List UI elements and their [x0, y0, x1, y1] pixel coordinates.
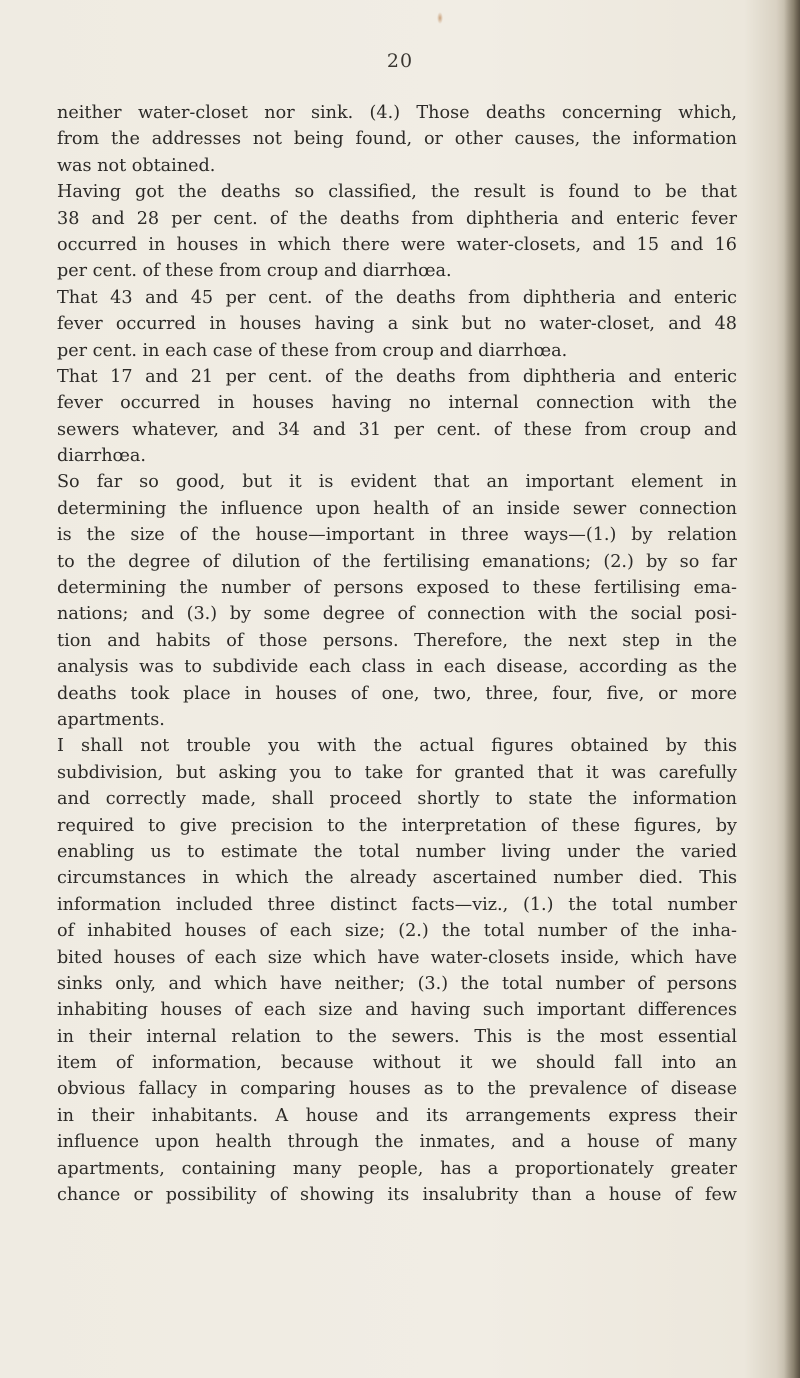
text-line: obvious fallacy in comparing houses as to the prevalence of disease: [57, 1079, 737, 1100]
text-line: analysis was to subdivide each class in each disease, according as the: [57, 657, 737, 678]
text-line: occurred in houses in which there were water-closets, and 15 and 16: [57, 234, 737, 255]
text-line: information included three distinct facts—viz., (1.) the total number: [57, 894, 737, 915]
text-line: per cent. in each case of these from croup and diarrhœa.: [57, 340, 568, 361]
text-line: influence upon health through the inmates, and a house of many: [57, 1132, 737, 1153]
text-line: inhabiting houses of each size and having such important differences: [57, 1000, 737, 1021]
text-line: sewers whatever, and 34 and 31 per cent. of these from croup and: [57, 419, 737, 440]
text-line: of inhabited houses of each size; (2.) the total number of the inha-: [57, 921, 737, 942]
text-line: determining the number of persons exposed to these fertilising ema-: [57, 578, 737, 599]
text-line: and correctly made, shall proceed shortly to state the information: [57, 789, 737, 810]
text-line: to the degree of dilution of the fertilising emanations; (2.) by so far: [57, 551, 737, 572]
text-line: apartments.: [57, 709, 165, 730]
text-line: was not obtained.: [57, 155, 216, 176]
text-line: required to give precision to the interpretation of these figures, by: [57, 815, 737, 836]
page-edge-shadow: [784, 0, 800, 1378]
text-line: in their internal relation to the sewers. This is the most essential: [57, 1026, 737, 1047]
text-line: item of information, because without it we should fall into an: [57, 1053, 737, 1074]
text-line: tion and habits of those persons. Therefore, the next step in the: [57, 630, 737, 651]
paper-blemish: [437, 12, 443, 24]
text-line: fever occurred in houses having a sink but no water-closet, and 48: [57, 314, 737, 335]
text-line: diarrhœa.: [57, 446, 147, 467]
text-line: is the size of the house—important in three ways—(1.) by relation: [57, 525, 737, 546]
text-line: I shall not trouble you with the actual figures obtained by this: [57, 736, 737, 757]
text-line: That 43 and 45 per cent. of the deaths from diphtheria and enteric: [57, 287, 737, 308]
text-line: sinks only, and which have neither; (3.) the total number of persons: [57, 973, 737, 994]
text-line: Having got the deaths so classified, the result is found to be that: [57, 182, 737, 203]
text-line: apartments, containing many people, has a proportionately greater: [57, 1158, 737, 1179]
text-line: 38 and 28 per cent. of the deaths from diphtheria and enteric fever: [57, 208, 737, 229]
text-line: from the addresses not being found, or other causes, the information: [57, 129, 737, 150]
text-line: enabling us to estimate the total number living under the varied: [57, 841, 737, 862]
text-line: circumstances in which the already ascertained number died. This: [57, 868, 737, 889]
text-line: So far so good, but it is evident that an important element in: [57, 472, 737, 493]
text-line: fever occurred in houses having no internal connection with the: [57, 393, 737, 414]
text-line: determining the influence upon health of an inside sewer connection: [57, 498, 737, 519]
text-line: That 17 and 21 per cent. of the deaths from diphtheria and enteric: [57, 366, 737, 387]
text-line: deaths took place in houses of one, two, three, four, five, or more: [57, 683, 737, 704]
text-line: in their inhabitants. A house and its arrangements express their: [57, 1105, 737, 1126]
text-line: chance or possibility of showing its insalubrity than a house of few: [57, 1185, 737, 1206]
body-text: [57, 100, 737, 1208]
text-line: neither water-closet nor sink. (4.) Those deaths concerning which,: [57, 103, 737, 123]
text-line: subdivision, but asking you to take for granted that it was carefully: [57, 762, 737, 783]
page-number: 20: [386, 50, 414, 72]
text-line: per cent. of these from croup and diarrhœa.: [57, 261, 452, 282]
text-line: bited houses of each size which have water-closets inside, which have: [57, 947, 737, 968]
text-line: nations; and (3.) by some degree of connection with the social posi-: [57, 604, 737, 625]
